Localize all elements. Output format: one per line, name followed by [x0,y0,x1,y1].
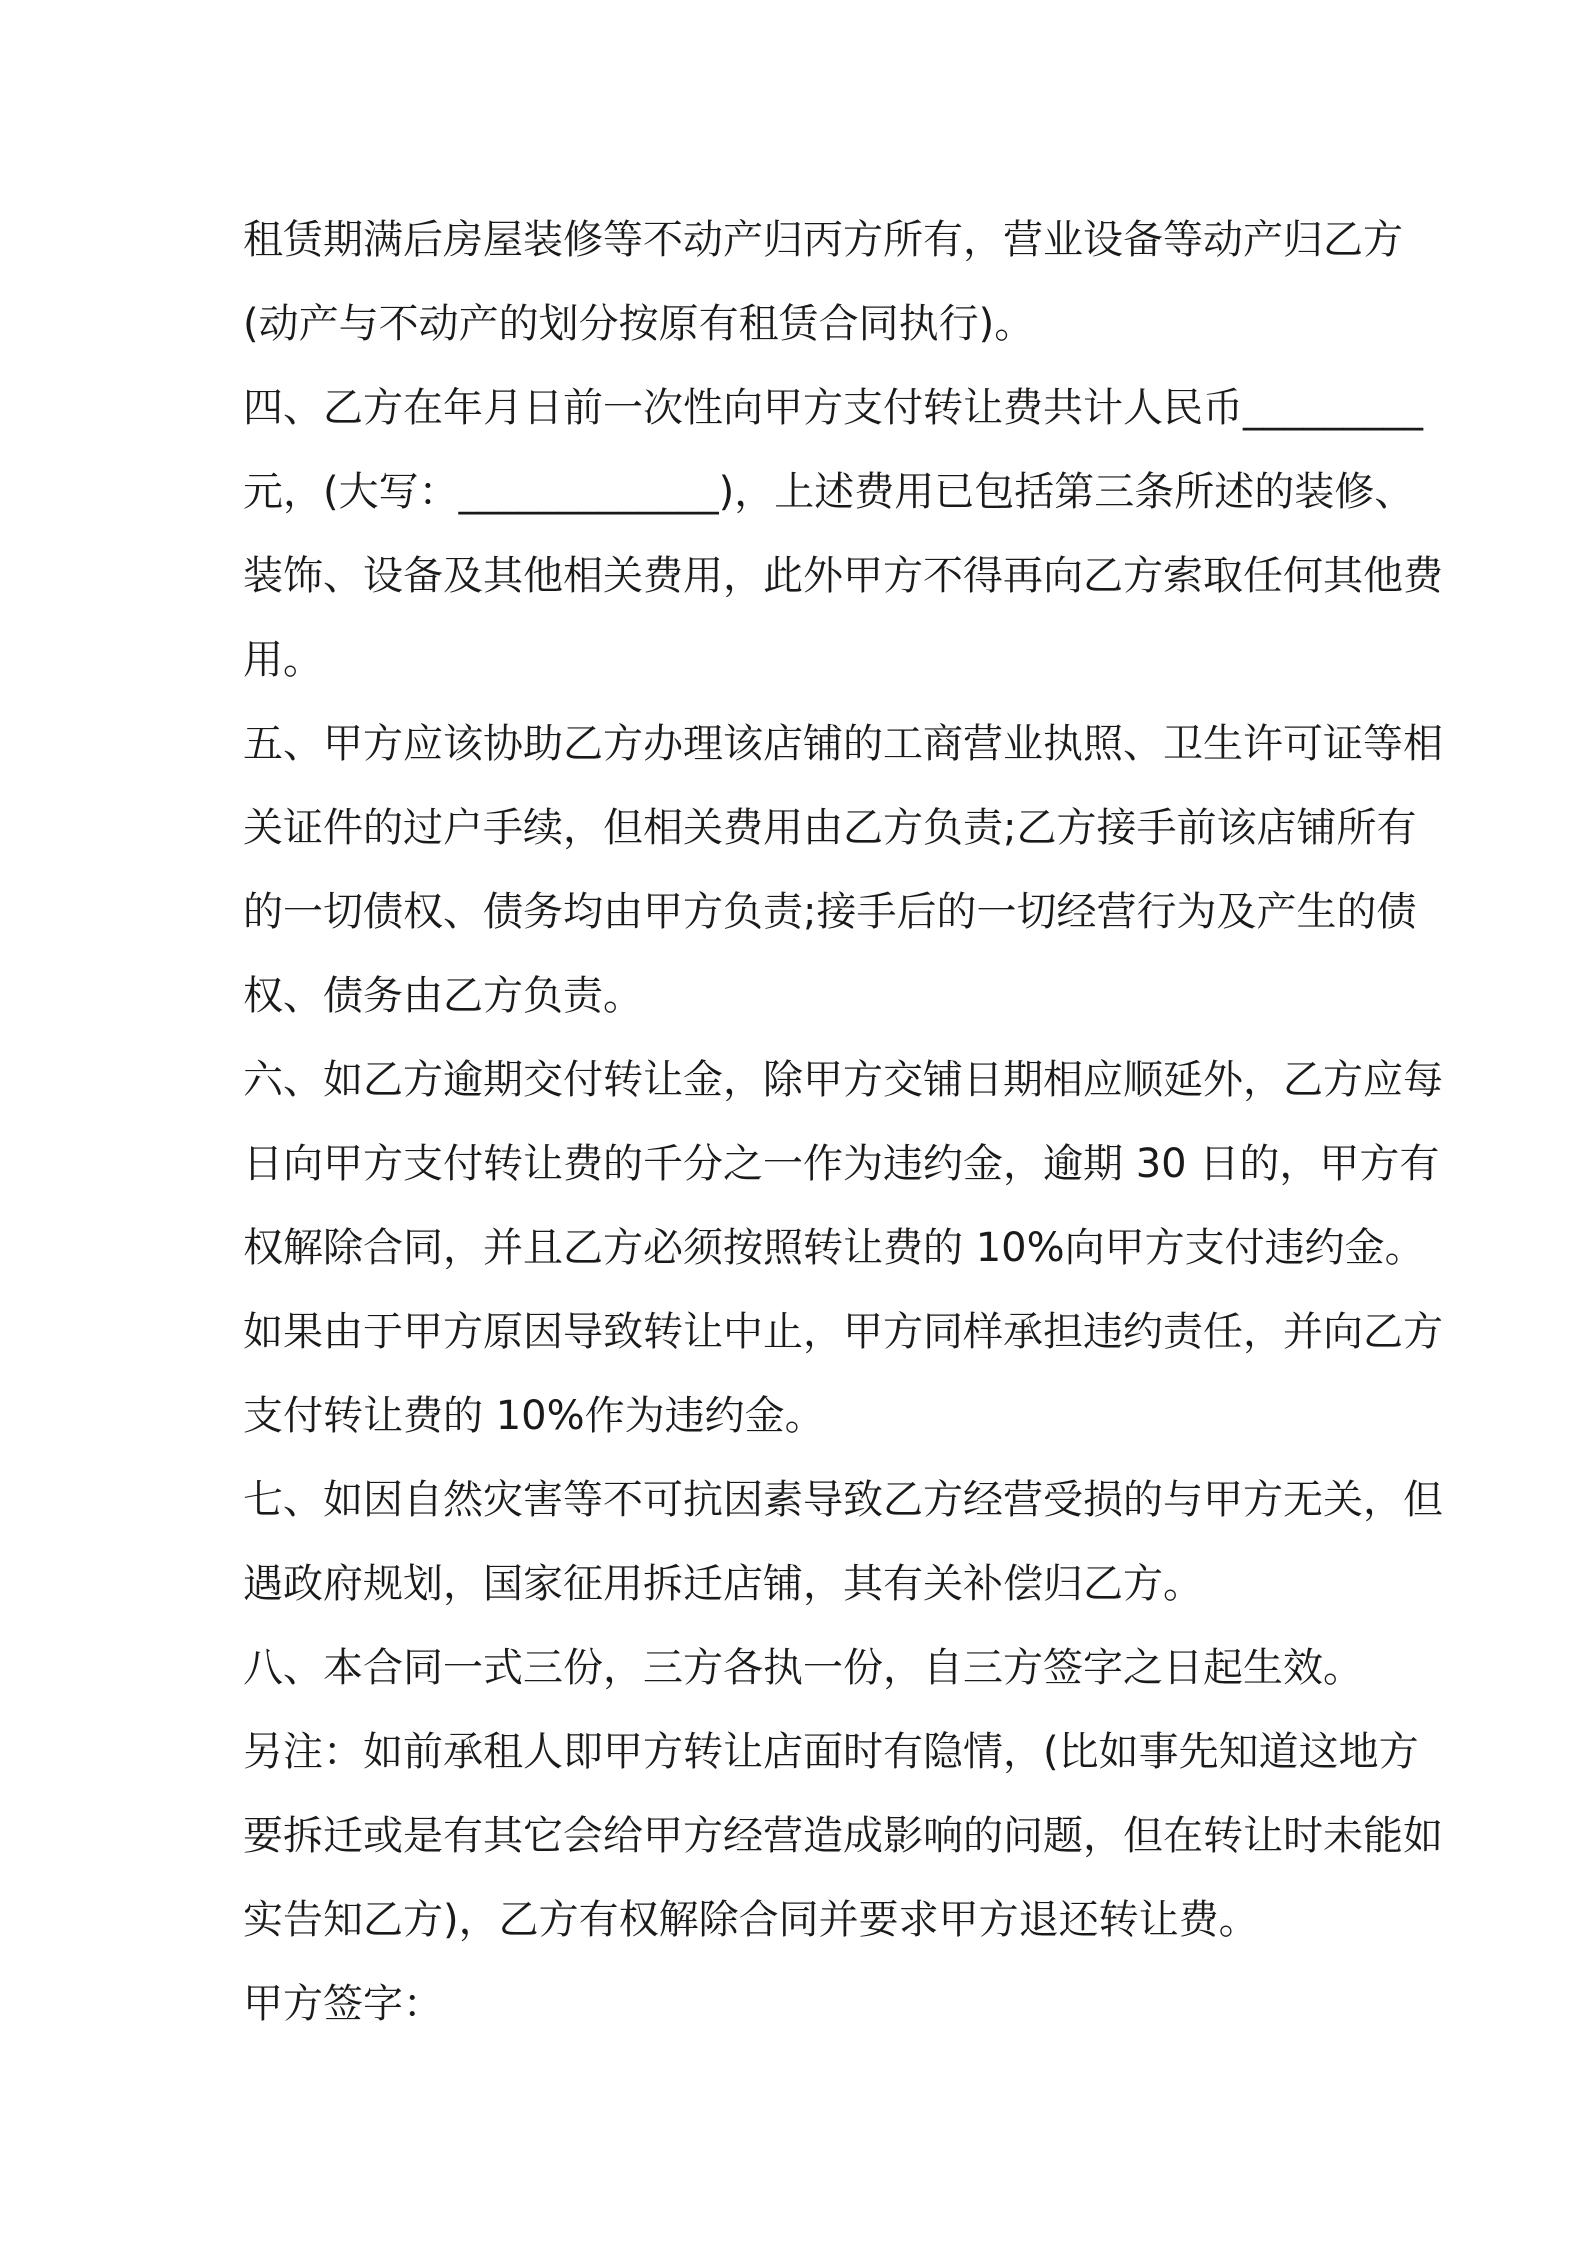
clause-eight: 八、本合同一式三份，三方各执一份，自三方签字之日起生效。 [243,1645,1363,1691]
text-line: 的一切债权、债务均由甲方负责;接手后的一切经营行为及产生的债 [243,889,1417,935]
text-line: 元，(大写：_____________)，上述费用已包括第三条所述的装修、 [243,469,1415,515]
text-line: 支付转让费的 10%作为违约金。 [243,1393,825,1439]
clause-seven: 七、如因自然灾害等不可抗因素导致乙方经营受损的与甲方无关，但 [243,1477,1443,1523]
text-line: 权解除合同，并且乙方必须按照转让费的 10%向甲方支付违约金。 [243,1225,1425,1271]
party-a-signature-label: 甲方签字： [243,1981,443,2027]
text-line: 要拆迁或是有其它会给甲方经营造成影响的问题，但在转让时未能如 [243,1813,1443,1859]
text-line: (动产与不动产的划分按原有租赁合同执行)。 [243,301,1035,347]
text-line: 装饰、设备及其他相关费用，此外甲方不得再向乙方索取任何其他费 [243,553,1443,599]
text-line: 日向甲方支付转让费的千分之一作为违约金，逾期 30 日的，甲方有 [243,1141,1440,1187]
contract-page [243,198,1443,2046]
text-line: 租赁期满后房屋装修等不动产归丙方所有，营业设备等动产归乙方 [243,217,1403,263]
text-line: 如果由于甲方原因导致转让中止，甲方同样承担违约责任，并向乙方 [243,1309,1443,1355]
text-line: 权、债务由乙方负责。 [243,973,643,1019]
clause-five: 五、甲方应该协助乙方办理该店铺的工商营业执照、卫生许可证等相 [243,721,1443,767]
text-line: 遇政府规划，国家征用拆迁店铺，其有关补偿归乙方。 [243,1561,1203,1607]
text-line: 用。 [243,637,323,683]
text-line: 实告知乙方)，乙方有权解除合同并要求甲方退还转让费。 [243,1897,1259,1943]
clause-four: 四、乙方在年月日前一次性向甲方支付转让费共计人民币_________ [243,385,1423,431]
text-line: 关证件的过户手续，但相关费用由乙方负责;乙方接手前该店铺所有 [243,805,1417,851]
note-paragraph: 另注：如前承租人即甲方转让店面时有隐情，(比如事先知道这地方 [243,1729,1419,1775]
clause-six: 六、如乙方逾期交付转让金，除甲方交铺日期相应顺延外，乙方应每 [243,1057,1443,1103]
